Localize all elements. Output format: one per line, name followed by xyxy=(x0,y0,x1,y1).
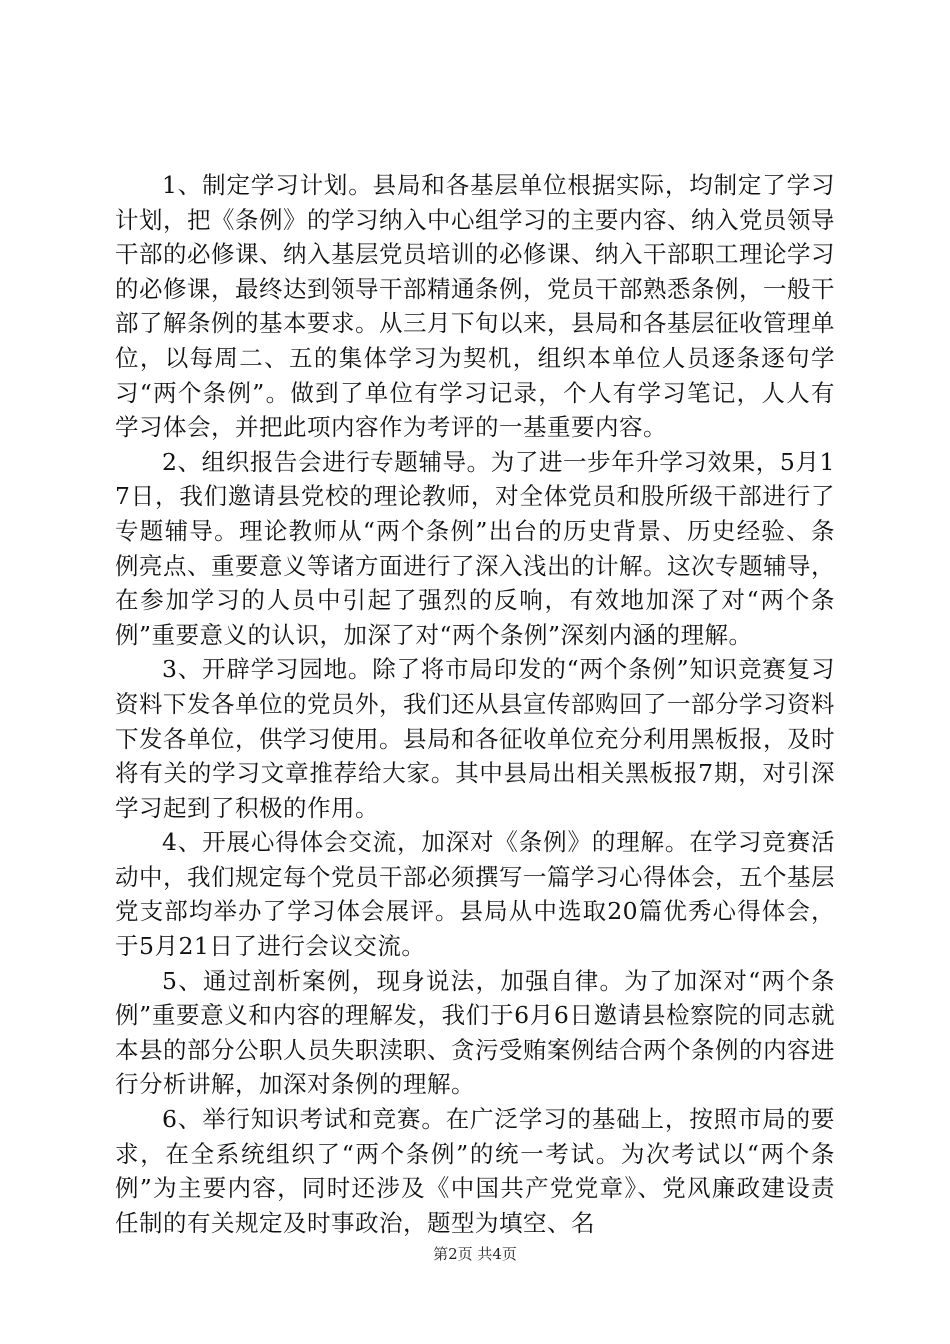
page-footer: 第2页 共4页 xyxy=(433,1245,517,1263)
paragraph-5: 5、通过剖析案例，现身说法，加强自律。为了加深对“两个条例”重要意义和内容的理解发，我们于6月6日邀请县检察院的同志就本县的部分公职人员失职渎职、贪污受贿案例结合两个条例的内容进行分析讲解，加深对条例的理解。 xyxy=(115,966,835,1099)
paragraph-1: 1、制定学习计划。县局和各基层单位根据实际，均制定了学习计划，把《条例》的学习纳入中心组学习的主要内容、纳入党员领导干部的必修课、纳入基层党员培训的必修课、纳入干部职工理论学习的必修课，最终达到领导干部精通条例，党员干部熟悉条例，一般干部了解条例的基本要求。从三月下旬以来，县局和各基层征收管理单位，以每周二、五的集体学习为契机，组织本单位人员逐条逐句学习“两个条例”。做到了单位有学习记录，个人有学习笔记，人人有学习体会，并把此项内容作为考评的一基重要内容。 xyxy=(115,171,835,442)
paragraph-3: 3、开辟学习园地。除了将市局印发的“两个条例”知识竞赛复习资料下发各单位的党员外，我们还从县宣传部购回了一部分学习资料下发各单位，供学习使用。县局和各征收单位充分利用黑板报，及时将有关的学习文章推荐给大家。其中县局出相关黑板报7期，对引深学习起到了积极的作用。 xyxy=(115,655,835,822)
paragraph-4: 4、开展心得体会交流，加深对《条例》的理解。在学习竞赛活动中，我们规定每个党员干部必须撰写一篇学习心得体会，五个基层党支部均举办了学习体会展评。县局从中选取20篇优秀心得体会，于5月21日了进行会议交流。 xyxy=(115,828,835,961)
document-body xyxy=(115,168,835,1240)
paragraph-2: 2、组织报告会进行专题辅导。为了进一步年升学习效果，5月17日，我们邀请县党校的理论教师，对全体党员和股所级干部进行了专题辅导。理论教师从“两个条例”出台的历史背景、历史经验、条例亮点、重要意义等诸方面进行了深入浅出的计解。这次专题辅导，在参加学习的人员中引起了强烈的反响，有效地加深了对“两个条例”重要意义的认识，加深了对“两个条例”深刻内涵的理解。 xyxy=(115,447,835,649)
paragraph-6: 6、举行知识考试和竞赛。在广泛学习的基础上，按照市局的要求，在全系统组织了“两个条例”的统一考试。为次考试以“两个条例”为主要内容，同时还涉及《中国共产党党章》、党风廉政建设责任制的有关规定及时事政治，题型为填空、名 xyxy=(115,1105,835,1237)
